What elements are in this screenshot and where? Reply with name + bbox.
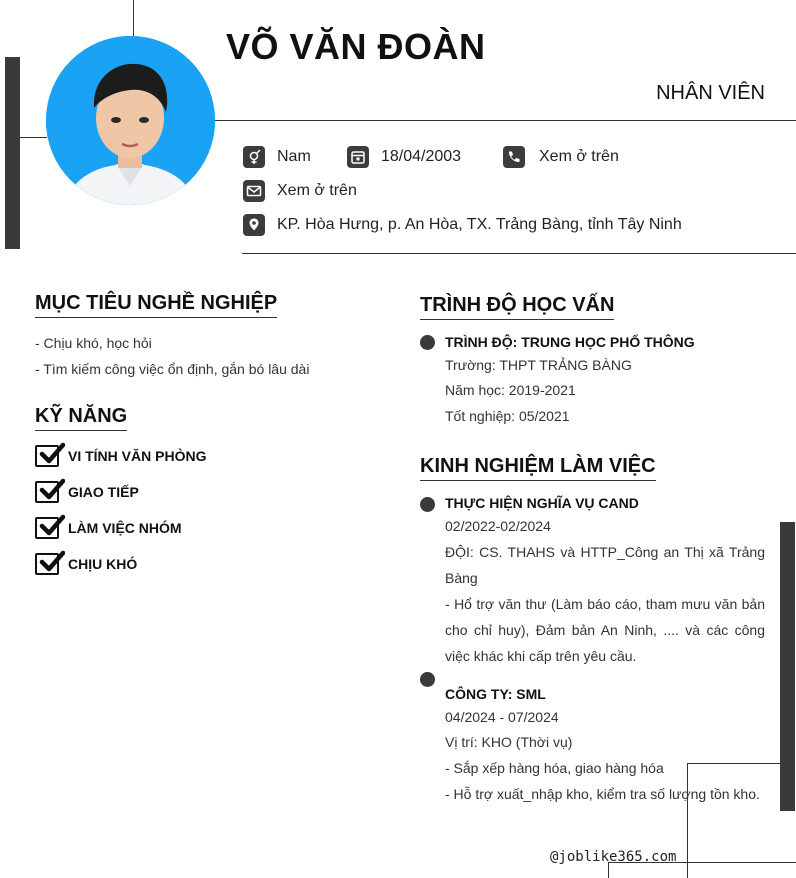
divider-top-vertical — [133, 0, 134, 36]
email-value: Xem ở trên — [277, 182, 357, 199]
checkmark-icon — [35, 517, 59, 539]
job-duty: - Sắp xếp hàng hóa, giao hàng hóa — [445, 760, 664, 776]
candidate-position: NHÂN VIÊN — [656, 82, 765, 104]
calendar-icon — [347, 146, 369, 168]
bullet-dot — [420, 672, 435, 687]
divider-info — [242, 253, 796, 254]
checkmark-icon — [35, 481, 59, 503]
job-title: CÔNG TY: SML — [445, 686, 546, 702]
skill-label: VI TÍNH VĂN PHÒNG — [68, 448, 207, 464]
education-level: TRÌNH ĐỘ: TRUNG HỌC PHỔ THÔNG — [445, 334, 695, 350]
right-accent-bar — [780, 522, 795, 811]
info-gender — [243, 146, 311, 168]
avatar — [46, 36, 215, 205]
job-period: 02/2022-02/2024 — [445, 518, 551, 534]
info-address — [243, 214, 682, 236]
education-years: Năm học: 2019-2021 — [445, 382, 576, 398]
skill-item — [35, 553, 137, 575]
info-email — [243, 180, 357, 202]
bullet-dot — [420, 497, 435, 512]
divider-left-horizontal — [20, 137, 47, 138]
info-phone — [503, 146, 619, 168]
divider-header — [215, 120, 796, 121]
objective-title: MỤC TIÊU NGHỀ NGHIỆP — [35, 292, 277, 318]
education-school: Trường: THPT TRẢNG BÀNG — [445, 357, 632, 373]
location-icon — [243, 214, 265, 236]
candidate-name: VÕ VĂN ĐOÀN — [226, 26, 486, 67]
job-duty: - Hổ trợ văn thư (Làm báo cáo, tham mưu văn bản cho chỉ huy), Đảm bản An Ninh, .... và các công việc khác khi cấp trên yêu cầu. — [445, 596, 765, 664]
watermark-tag: @joblike365.com — [550, 849, 677, 865]
skills-title: KỸ NĂNG — [35, 405, 127, 431]
bullet-dot — [420, 335, 435, 350]
skill-label: LÀM VIỆC NHÓM — [68, 520, 182, 536]
divider-bottom-box-top — [687, 763, 780, 764]
objective-line: - Tìm kiếm công việc ổn định, gắn bó lâu dài — [35, 361, 310, 377]
skill-label: GIAO TIẾP — [68, 484, 139, 500]
phone-value: Xem ở trên — [539, 148, 619, 165]
job-title: THỰC HIỆN NGHĨA VỤ CAND — [445, 495, 639, 511]
skill-item — [35, 481, 139, 503]
address-value: KP. Hòa Hưng, p. An Hòa, TX. Trảng Bàng, tỉnh Tây Ninh — [277, 216, 682, 233]
skill-item — [35, 517, 182, 539]
skill-label: CHỊU KHÓ — [68, 556, 138, 572]
phone-icon — [503, 146, 525, 168]
job-period: 04/2024 - 07/2024 — [445, 709, 559, 725]
objective-line: - Chịu khó, học hỏi — [35, 335, 152, 351]
divider-bottom-box-left — [687, 763, 688, 878]
mail-icon — [243, 180, 265, 202]
job-role: Vị trí: KHO (Thời vụ) — [445, 734, 573, 750]
education-graduation: Tốt nghiệp: 05/2021 — [445, 408, 570, 424]
birthday-value: 18/04/2003 — [381, 148, 462, 165]
gender-value: Nam — [277, 148, 311, 165]
checkmark-icon — [35, 553, 59, 575]
checkmark-icon — [35, 445, 59, 467]
job-duty: - Hỗ trợ xuất_nhập kho, kiểm tra số lượng tồn kho. — [445, 786, 760, 802]
job-unit: ĐỘI: CS. THAHS và HTTP_Công an Thị xã Trảng Bàng — [445, 544, 765, 586]
education-title: TRÌNH ĐỘ HỌC VẤN — [420, 294, 614, 320]
left-accent-bar — [5, 57, 20, 249]
info-birthday — [347, 146, 461, 168]
experience-title: KINH NGHIỆM LÀM VIỆC — [420, 455, 656, 481]
gender-icon — [243, 146, 265, 168]
skill-item — [35, 445, 206, 467]
